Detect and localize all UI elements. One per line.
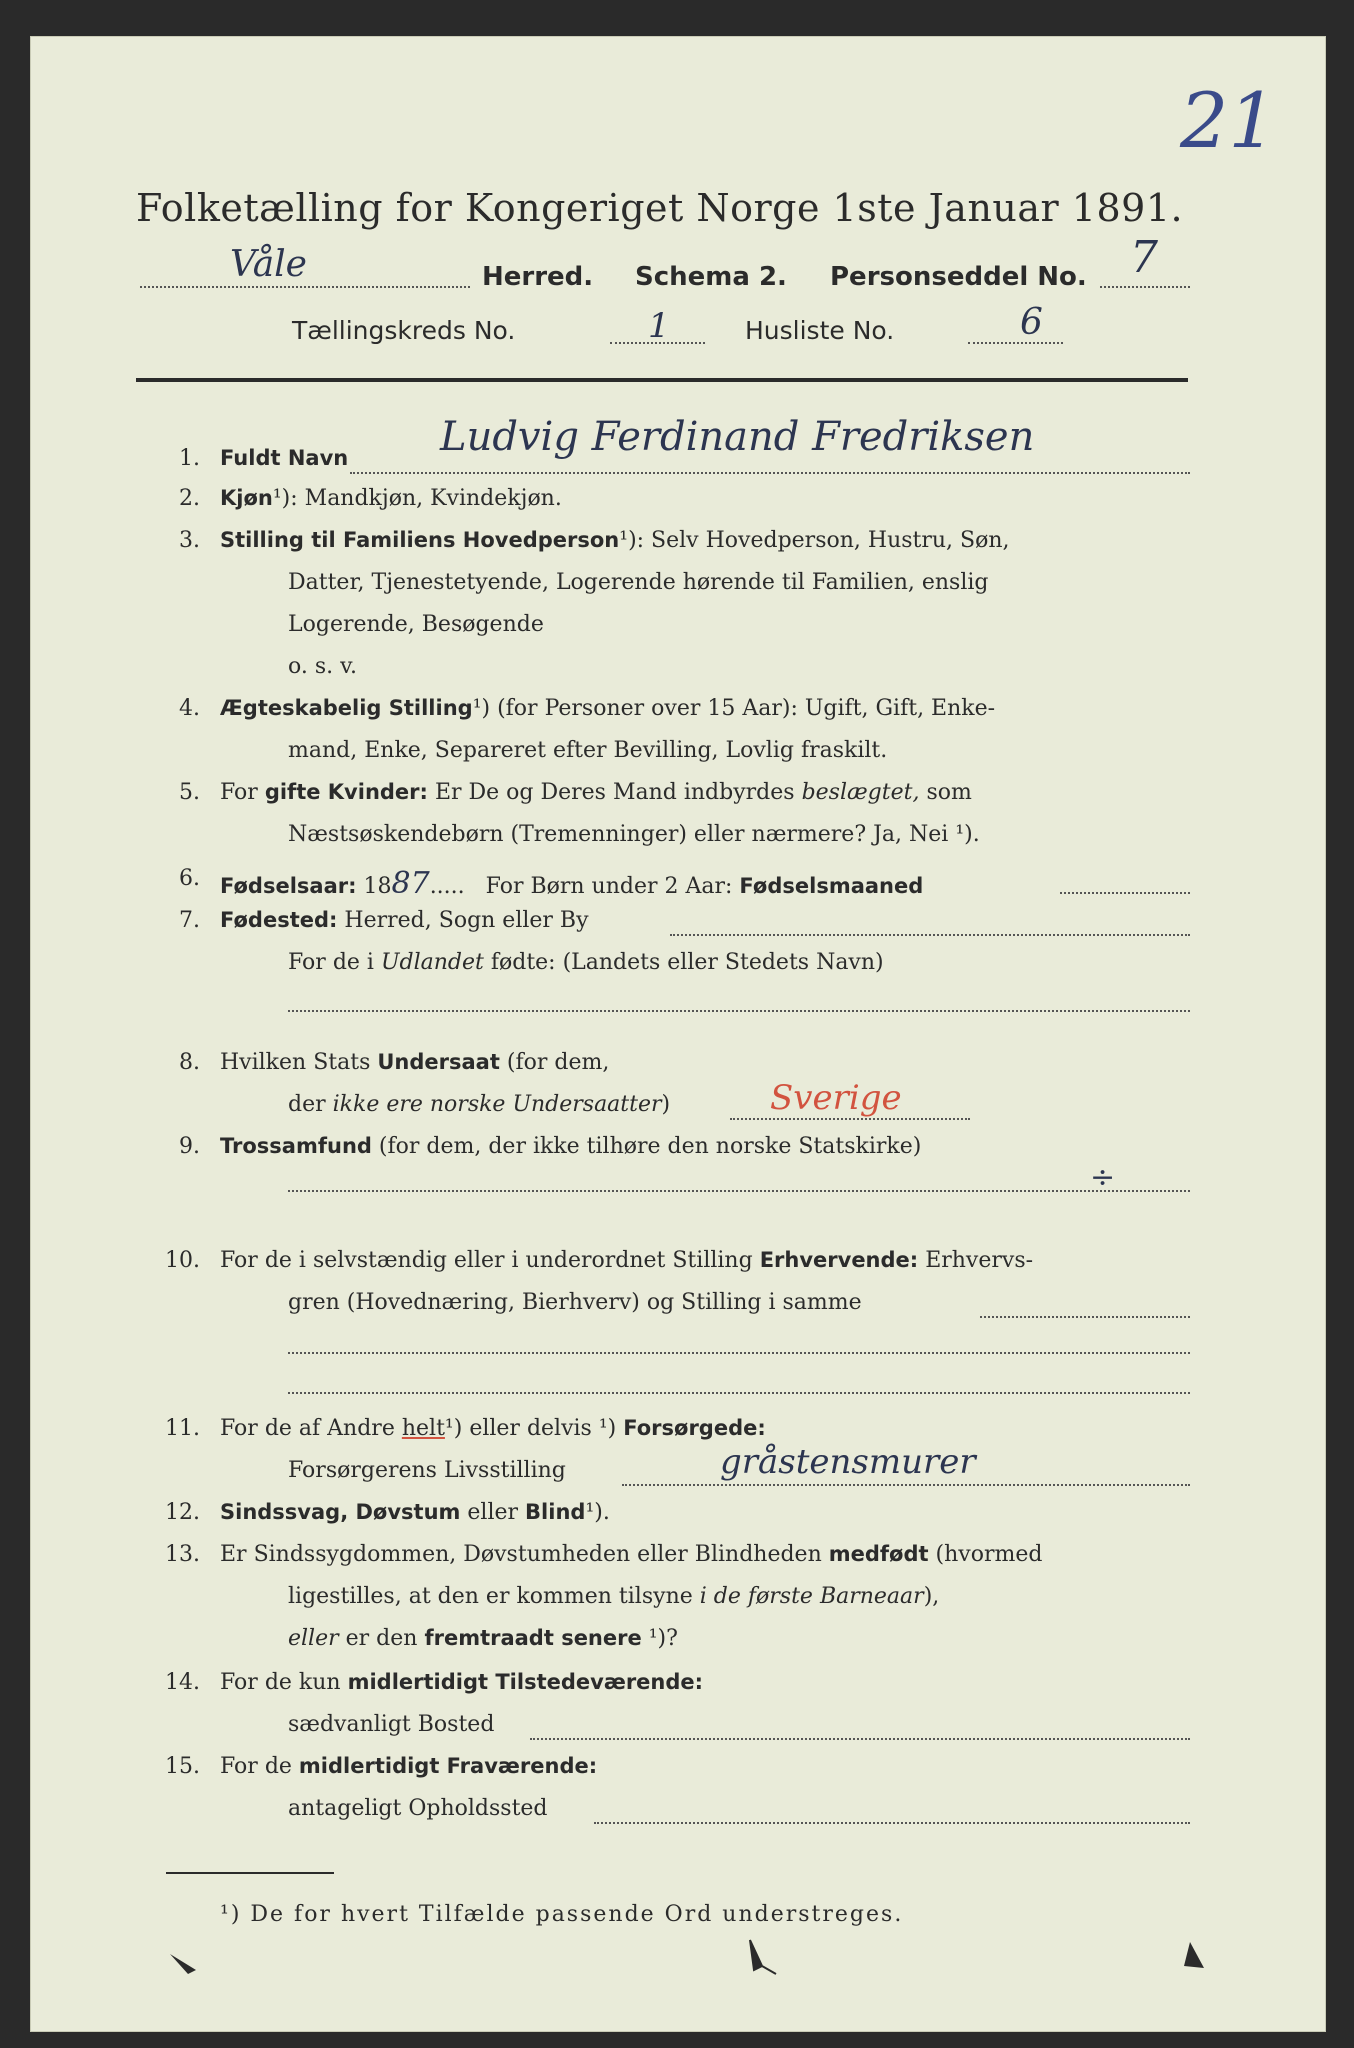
schema-label: Schema 2.	[635, 262, 787, 292]
q13-line2-b: ),	[923, 1584, 940, 1609]
q4-number: 4.	[179, 696, 200, 721]
q1-number: 1.	[179, 446, 200, 471]
q8-label: Undersaat	[377, 1050, 500, 1074]
q12-label-b: Blind	[525, 1500, 586, 1524]
q5-pre: For	[220, 780, 258, 805]
herred-label: Herred.	[482, 262, 594, 292]
q12-text-a: eller	[467, 1500, 519, 1525]
q3-number: 3.	[179, 528, 200, 553]
q4-line2: mand, Enke, Separeret efter Bevilling, Lovlig fraskilt.	[288, 738, 888, 763]
q13-line3	[288, 1626, 678, 1651]
q10-text-b: Erhvervs-	[925, 1248, 1034, 1273]
q10-number: 10.	[165, 1248, 200, 1273]
q6-label2: Fødselsmaaned	[739, 874, 924, 898]
q8-line2-italic: ikke ere norske Undersaatter	[332, 1092, 662, 1117]
census-form-page	[30, 36, 1326, 2032]
q15-pre: For de	[220, 1754, 292, 1779]
q7-line2-italic: Udlandet	[380, 950, 484, 975]
q14-line2: sædvanligt Bosted	[288, 1712, 495, 1737]
q4-options: ¹) (for Personer over 15 Aar): Ugift, Gift, Enke-	[472, 696, 996, 721]
q4-label: Ægteskabelig Stilling	[220, 696, 473, 720]
q8-answer: Sverige	[770, 1078, 902, 1118]
q13-text-b: (hvormed	[935, 1542, 1043, 1567]
q4-row	[220, 696, 995, 721]
q8-text: (for dem,	[506, 1050, 610, 1075]
corner-mark-right	[1160, 1936, 1220, 1986]
q3-options: ¹): Selv Hovedperson, Hustru, Søn,	[619, 528, 1010, 553]
q1-answer: Ludvig Ferdinand Fredriksen	[440, 414, 1035, 460]
q15-row	[220, 1754, 597, 1779]
q3-row	[220, 528, 1010, 553]
q6-year-answer: 87	[391, 866, 430, 901]
q13-line3-b: ¹)?	[648, 1626, 678, 1651]
husliste-value: 6	[1020, 302, 1043, 343]
q9-number: 9.	[179, 1134, 200, 1159]
form-title: Folketælling for Kongeriget Norge 1ste Januar 1891.	[136, 186, 1184, 230]
q9-text: (for dem, der ikke tilhøre den norske Statskirke)	[378, 1134, 922, 1159]
q9-label: Trossamfund	[220, 1134, 372, 1158]
q7-line2-a: For de i	[288, 950, 374, 975]
q10-label: Erhvervende:	[759, 1248, 919, 1272]
q14-row	[220, 1670, 703, 1695]
husliste-label: Husliste No.	[745, 316, 895, 345]
corner-page-number: 21	[1180, 76, 1277, 165]
q10-row	[220, 1248, 1033, 1273]
q7-number: 7.	[179, 908, 200, 933]
q12-row	[220, 1500, 610, 1525]
q13-line3-a: er den	[345, 1626, 418, 1651]
q7-label: Fødested:	[220, 908, 338, 932]
q3-line3: Logerende, Besøgende	[288, 612, 544, 637]
q7-line2	[288, 950, 884, 975]
q11-number: 11.	[165, 1416, 200, 1441]
q7-row	[220, 908, 589, 933]
q2-label: Kjøn	[220, 486, 273, 510]
q15-label: midlertidigt Fraværende:	[298, 1754, 598, 1778]
q5-text-a: Er De og Deres Mand indbyrdes	[434, 780, 795, 805]
q13-number: 13.	[165, 1542, 200, 1567]
q13-row	[220, 1542, 1042, 1567]
q13-line3-italic: eller	[288, 1626, 339, 1651]
corner-mark-center	[730, 1936, 790, 1986]
q3-line4: o. s. v.	[288, 654, 357, 679]
q12-number: 12.	[165, 1500, 200, 1525]
q3-label: Stilling til Familiens Hovedperson	[220, 528, 620, 552]
q14-label: midlertidigt Tilstedeværende:	[347, 1670, 704, 1694]
q6-text: For Børn under 2 Aar:	[485, 874, 733, 899]
q13-text-a: Er Sindssygdommen, Døvstumheden eller Blindheden	[220, 1542, 822, 1567]
q3-line2: Datter, Tjenestetyende, Logerende hørende til Familien, enslig	[288, 570, 989, 595]
corner-mark-left	[166, 1948, 226, 1988]
q13-line2-a: ligestilles, at den er kommen tilsyne	[288, 1584, 693, 1609]
q6-year-prefix: 18	[363, 874, 392, 899]
q10-line2: gren (Hovednæring, Bierhverv) og Stilling i samme	[288, 1290, 862, 1315]
q12-text-b: ¹).	[585, 1500, 610, 1525]
q11-text-a: For de af Andre	[220, 1416, 395, 1441]
q13-line2-italic: i de første Barneaar	[699, 1584, 924, 1609]
q6-row: Fødselsaar: 1887..... For Børn under 2 Aar: Fødselsmaaned	[220, 866, 924, 901]
q14-pre: For de kun	[220, 1670, 341, 1695]
q11-row	[220, 1416, 766, 1441]
q14-number: 14.	[165, 1670, 200, 1695]
personseddel-value: 7	[1130, 232, 1158, 283]
q11-answer: gråstensmurer	[720, 1442, 976, 1482]
q5-row	[220, 780, 972, 805]
q8-line2-b: )	[661, 1092, 671, 1117]
q13-line3-label: fremtraadt senere	[424, 1626, 642, 1650]
q5-number: 5.	[179, 780, 200, 805]
q15-number: 15.	[165, 1754, 200, 1779]
q6-number: 6.	[179, 866, 200, 891]
q7-line2-b: fødte: (Landets eller Stedets Navn)	[490, 950, 884, 975]
q5-text-b: som	[926, 780, 972, 805]
q11-text-helt: helt	[401, 1416, 445, 1441]
q15-line2: antageligt Opholdssted	[288, 1796, 548, 1821]
herred-value: Våle	[230, 244, 307, 285]
q2-number: 2.	[179, 486, 200, 511]
q7-options: Herred, Sogn eller By	[344, 908, 589, 933]
q6-label: Fødselsaar:	[220, 874, 357, 898]
q5-line2: Næstsøskendebørn (Tremenninger) eller nærmere? Ja, Nei ¹).	[288, 822, 980, 847]
q8-number: 8.	[179, 1050, 200, 1075]
q9-row	[220, 1134, 921, 1159]
kreds-label: Tællingskreds No.	[292, 316, 516, 345]
q8-line2-a: der	[288, 1092, 326, 1117]
q13-label: medfødt	[828, 1542, 929, 1566]
q10-text-a: For de i selvstændig eller i underordnet Stilling	[220, 1248, 753, 1273]
footnote-rule	[166, 1872, 334, 1874]
q2-row	[220, 486, 562, 511]
q8-pre: Hvilken Stats	[220, 1050, 371, 1075]
q5-label: gifte Kvinder:	[264, 780, 428, 804]
q2-options: ¹): Mandkjøn, Kvindekjøn.	[272, 486, 562, 511]
q11-label: Forsørgede:	[623, 1416, 766, 1440]
kreds-value: 1	[648, 306, 670, 346]
personseddel-label: Personseddel No.	[830, 262, 1087, 292]
header-rule	[136, 378, 1188, 382]
q1-label: Fuldt Navn	[220, 446, 349, 470]
footnote: ¹) De for hvert Tilfælde passende Ord understreges.	[220, 1902, 904, 1927]
q12-label: Sindssvag, Døvstum	[220, 1500, 461, 1524]
q9-answer: ÷	[1090, 1160, 1116, 1195]
q8-row	[220, 1050, 609, 1075]
q5-text-italic: beslægtet,	[801, 780, 920, 805]
q8-line2	[288, 1092, 670, 1117]
q13-line2	[288, 1584, 939, 1609]
q11-line2: Forsørgerens Livsstilling	[288, 1458, 566, 1483]
q11-text-b: ¹) eller delvis ¹)	[444, 1416, 617, 1441]
